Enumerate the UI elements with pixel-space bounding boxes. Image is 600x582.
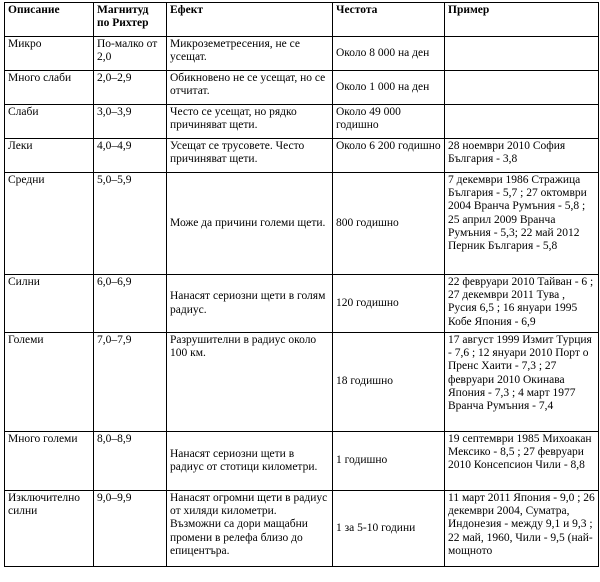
cell-description: Микро [5, 37, 94, 71]
cell-example: 28 ноември 2010 София България - 3,8 [445, 139, 599, 173]
table-row [5, 173, 599, 275]
cell-effect: Усещат се трусовете. Често причиняват щети. [167, 139, 333, 173]
cell-frequency: 800 годишно [333, 173, 445, 275]
cell-magnitude: 5,0–5,9 [94, 173, 167, 275]
cell-example [445, 105, 599, 139]
cell-effect: Разрушителни в радиус около 100 км. [167, 333, 333, 432]
table-header [5, 3, 599, 37]
cell-effect: Микроземетресения, не се усещат. [167, 37, 333, 71]
header-row [5, 3, 599, 37]
cell-frequency: 1 годишно [333, 432, 445, 491]
cell-description: Силни [5, 275, 94, 333]
cell-example [445, 71, 599, 105]
table-row [5, 139, 599, 173]
table-body [5, 37, 599, 567]
cell-magnitude: 2,0–2,9 [94, 71, 167, 105]
cell-frequency: 1 за 5-10 години [333, 491, 445, 567]
header-magnitude: Магнитуд по Рихтер [94, 3, 167, 37]
cell-example: 17 август 1999 Измит Турция - 7,6 ; 12 януари 2010 Порт о Пренс Хаити - 7,3 ; 27 февруари 2010 Окинава Япония - 7,3 ; 4 март 1977 Вранча Румъния - 7,4 [445, 333, 599, 432]
document-page [4, 2, 598, 567]
table-row [5, 432, 599, 491]
table-row [5, 71, 599, 105]
richter-scale-table [4, 2, 599, 567]
cell-magnitude: 4,0–4,9 [94, 139, 167, 173]
table-row [5, 491, 599, 567]
cell-magnitude: По-малко от 2,0 [94, 37, 167, 71]
cell-effect: Често се усещат, но рядко причиняват щети. [167, 105, 333, 139]
cell-description: Много големи [5, 432, 94, 491]
table-row [5, 37, 599, 71]
cell-effect: Може да причини големи щети. [167, 173, 333, 275]
cell-example [445, 37, 599, 71]
cell-effect: Нанасят сериозни щети в голям радиус. [167, 275, 333, 333]
header-frequency: Честота [333, 3, 445, 37]
header-example: Пример [445, 3, 599, 37]
header-description: Описание [5, 3, 94, 37]
cell-example: 22 февруари 2010 Тайван - 6 ; 27 декември 2011 Тува , Русия 6,5 ; 16 януари 1995 Кобе Япония - 6,9 [445, 275, 599, 333]
table-row [5, 105, 599, 139]
cell-description: Леки [5, 139, 94, 173]
cell-example: 11 март 2011 Япония - 9,0 ; 26 декември 2004, Суматра, Индонезия - между 9,1 и 9,3 ; 22 май, 1960, Чили - 9,5 (най-мощното [445, 491, 599, 567]
cell-example: 19 септември 1985 Михоакан Мексико - 8,5 ; 27 февруари 2010 Консепсион Чили - 8,8 [445, 432, 599, 491]
cell-description: Много слаби [5, 71, 94, 105]
cell-example: 7 декември 1986 Стражица България - 5,7 ; 27 октомври 2004 Вранча Румъния - 5,8 ; 25 април 2009 Вранча Румъния - 5,3; 22 май 2012 Перник България - 5,8 [445, 173, 599, 275]
cell-frequency: 120 годишно [333, 275, 445, 333]
cell-magnitude: 3,0–3,9 [94, 105, 167, 139]
cell-frequency: Около 6 200 годишно [333, 139, 445, 173]
cell-effect: Нанасят огромни щети в радиус от хиляди километри. Възможни са дори мащабни промени в релефа близо до епицентъра. [167, 491, 333, 567]
cell-magnitude: 7,0–7,9 [94, 333, 167, 432]
cell-description: Изключително силни [5, 491, 94, 567]
cell-effect: Нанасят сериозни щети в радиус от стотици километри. [167, 432, 333, 491]
header-effect: Ефект [167, 3, 333, 37]
cell-effect: Обикновено не се усещат, но се отчитат. [167, 71, 333, 105]
table-row [5, 333, 599, 432]
cell-description: Големи [5, 333, 94, 432]
cell-description: Слаби [5, 105, 94, 139]
cell-frequency: Около 8 000 на ден [333, 37, 445, 71]
cell-frequency: Около 49 000 годишно [333, 105, 445, 139]
cell-magnitude: 8,0–8,9 [94, 432, 167, 491]
table-row [5, 275, 599, 333]
cell-description: Средни [5, 173, 94, 275]
cell-frequency: Около 1 000 на ден [333, 71, 445, 105]
cell-frequency: 18 годишно [333, 333, 445, 432]
cell-magnitude: 9,0–9,9 [94, 491, 167, 567]
cell-magnitude: 6,0–6,9 [94, 275, 167, 333]
